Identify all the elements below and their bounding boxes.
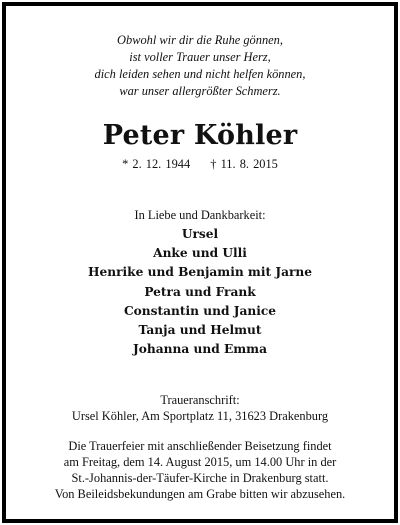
address-line: Ursel Köhler, Am Sportplatz 11, 31623 Drakenburg — [71, 409, 329, 423]
notice-line: am Freitag, dem 14. August 2015, um 14.00 Uhr in der — [63, 455, 337, 469]
mourners-intro: In Liebe und Dankbarkeit: — [134, 208, 266, 222]
address-label: Traueranschrift: — [160, 393, 240, 407]
deceased-name: Peter Köhler — [102, 120, 298, 151]
funeral-notice — [6, 438, 394, 502]
mourner-name: Johanna und Emma — [133, 342, 267, 357]
life-dates — [6, 156, 394, 172]
mourning-address — [6, 392, 394, 424]
poem-line: dich leiden sehen und nicht helfen können, — [94, 67, 306, 81]
birth-date: * 2. 12. 1944 — [122, 157, 191, 171]
mourner-name: Tanja und Helmut — [138, 323, 262, 338]
mourner-name: Henrike und Benjamin mit Jarne — [87, 265, 313, 280]
obituary-frame — [2, 2, 398, 523]
notice-line: Die Trauerfeier mit anschließender Beisetzung findet — [68, 439, 332, 453]
mourners-list — [6, 207, 394, 359]
mourner-name: Ursel — [181, 227, 219, 241]
mourner-name: Petra und Frank — [144, 284, 256, 299]
notice-line: St.-Johannis-der-Täufer-Kirche in Drakenburg statt. — [71, 471, 329, 485]
notice-line: Von Beileidsbekundungen am Grabe bitten wir abzusehen. — [54, 487, 346, 501]
death-date: † 11. 8. 2015 — [210, 157, 278, 171]
obituary-content — [6, 6, 394, 519]
poem-line: Obwohl wir dir die Ruhe gönnen, — [117, 33, 283, 47]
mourner-name: Anke und Ulli — [153, 246, 247, 261]
poem-line: war unser allergrößter Schmerz. — [119, 84, 281, 98]
poem — [6, 32, 394, 100]
poem-line: ist voller Trauer unser Herz, — [129, 50, 271, 64]
mourner-name: Constantin und Janice — [123, 303, 277, 318]
